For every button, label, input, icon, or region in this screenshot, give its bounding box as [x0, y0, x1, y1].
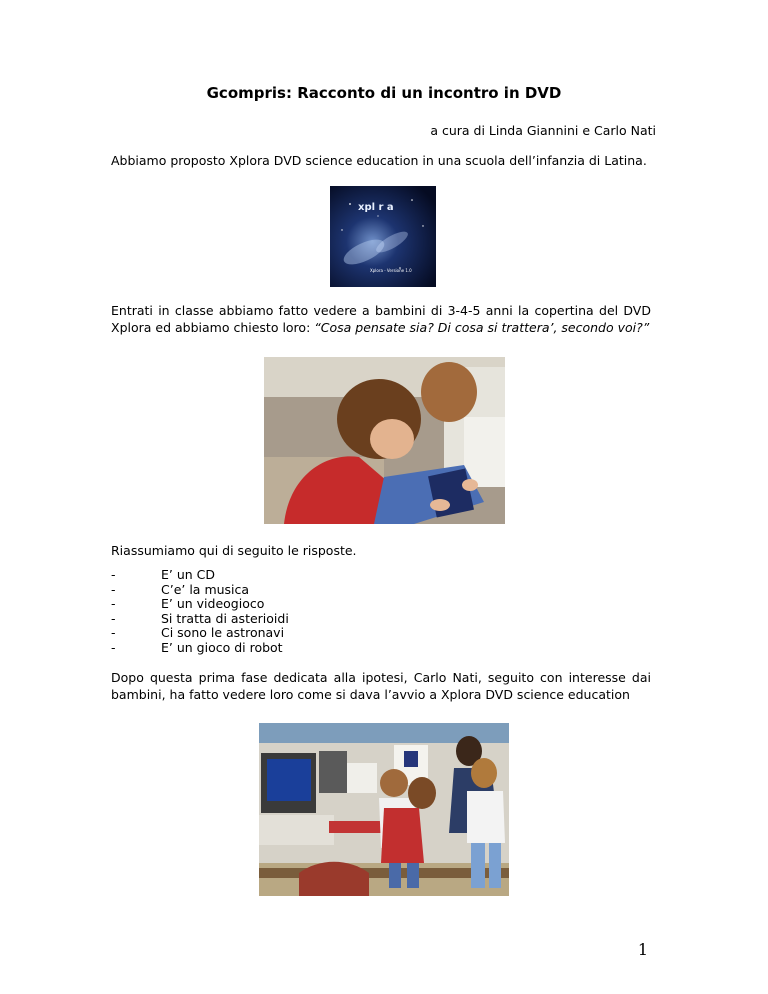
list-item: [111, 626, 289, 641]
list-item-text: E’ un gioco di robot: [161, 639, 283, 655]
list-bullet: -: [111, 610, 116, 626]
list-bullet: -: [111, 596, 116, 611]
list-item-text: E’ un CD: [161, 567, 216, 582]
classroom-computer-photo: [259, 723, 509, 896]
byline: a cura di Linda Giannini e Carlo Nati: [430, 123, 656, 138]
list-item: [111, 641, 289, 656]
list-item: [111, 583, 289, 598]
question-quote: “Cosa pensate sia? Di cosa si trattera’, secondo voi?”: [314, 320, 650, 335]
list-bullet: -: [111, 567, 116, 582]
children-looking-at-dvd-photo: [264, 357, 505, 524]
list-item: [111, 597, 289, 612]
page-number: 1: [637, 940, 648, 959]
list-item-text: C’e’ la musica: [161, 581, 250, 597]
list-item-text: E’ un videogioco: [161, 596, 265, 611]
paragraph-intro: Abbiamo proposto Xplora DVD science education in una scuola dell’infanzia di Latina.: [111, 153, 647, 168]
list-bullet: -: [111, 581, 116, 597]
list-item: [111, 612, 289, 627]
page-title: Gcompris: Racconto di un incontro in DVD: [206, 84, 562, 102]
list-item-text: Si tratta di asterioidi: [161, 610, 289, 626]
list-bullet: -: [111, 625, 116, 640]
list-item-text: Ci sono le astronavi: [161, 625, 285, 640]
paragraph-cover-question: [111, 302, 651, 336]
paragraph-answers-intro: Riassumiamo qui di seguito le risposte.: [111, 543, 357, 558]
list-item: [111, 568, 289, 583]
paragraph-demo: Dopo questa prima fase dedicata alla ipotesi, Carlo Nati, seguito con interesse dai bambini, ha fatto vedere loro come si dava l’avvio a Xplora DVD science education: [111, 670, 651, 702]
list-bullet: -: [111, 639, 116, 655]
cover-logo-text: xpl r a: [358, 202, 394, 213]
answers-list: [111, 568, 289, 655]
paragraph-cover-lead: Entrati in classe abbiamo fatto vedere a bambini di 3-4-5 anni la copertina del DVD Xplora ed abbiamo chiesto loro:: [111, 303, 651, 335]
dvd-cover-image: [330, 186, 436, 287]
cover-caption-text: Xplora - Versione 1.0: [370, 268, 412, 273]
